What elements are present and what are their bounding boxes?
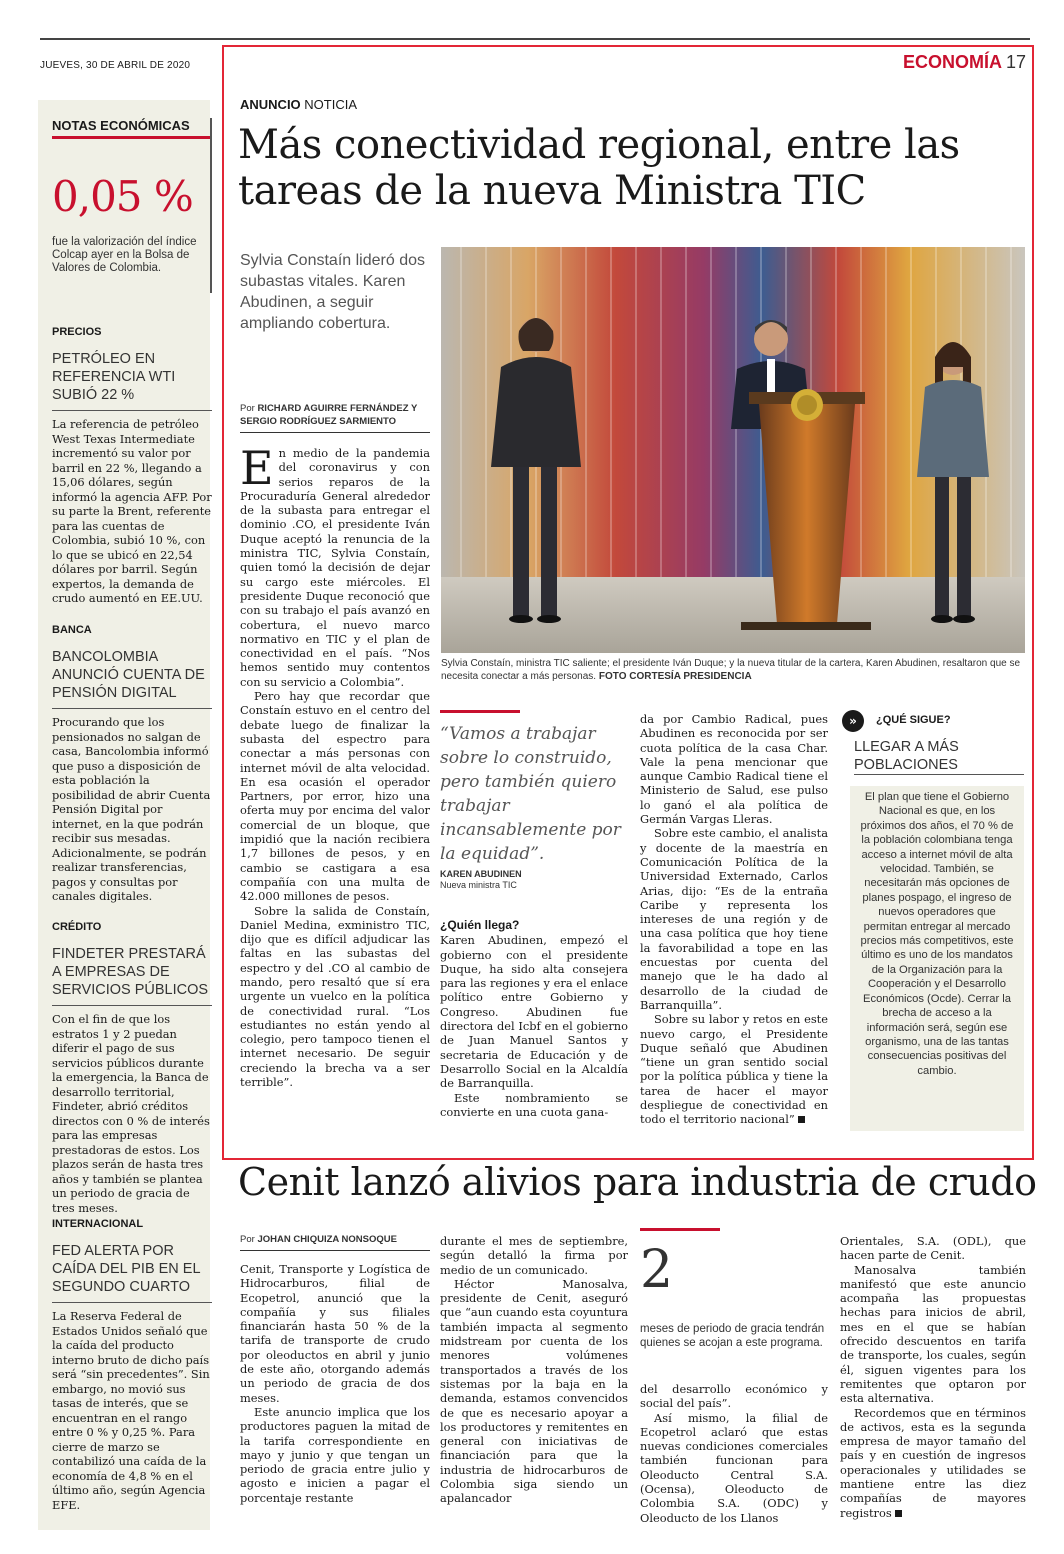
article2-column-3 bbox=[640, 1382, 828, 1525]
paragraph: Sobre la salida de Constaín, Daniel Medina, exministro TIC, dijo que es difícil adjudicar las faltas en las subastas del espectro y del .CO al cambio de mando, pero resaltó que sí era urgente un vuelco en la política de conectividad rural. “Los estudiantes no están yendo al colegio, pero tampoco tienen el internet necesario. De seguir creciendo la brecha va a ser terrible”. bbox=[240, 903, 430, 1090]
sidebar-item-kicker: CRÉDITO bbox=[52, 921, 102, 933]
end-mark bbox=[798, 1116, 805, 1123]
press-photo bbox=[441, 247, 1025, 653]
article-kicker bbox=[240, 97, 357, 112]
photo-credit: FOTO CORTESÍA PRESIDENCIA bbox=[598, 671, 752, 682]
article-deck: Sylvia Constaín lideró dos subastas vitales. Karen Abudinen, a seguir ampliando cobertura. bbox=[240, 252, 425, 332]
sidebar-item-kicker: BANCA bbox=[52, 624, 92, 636]
article-byline bbox=[240, 402, 430, 428]
sidebar-item-headline: PETRÓLEO EN REFERENCIA WTI SUBIÓ 22 % bbox=[52, 351, 176, 403]
sidebar-item-body: Procurando que los pensionados no salgan de casa, Bancolombia informó que puso a disposición de esta población la posibilidad de abrir Cuenta Pensión Digital por internet, en la que podrán recibir sus mesadas. Adicionalmente, se podrán realizar transferencias, pagos y consultas por canales digitales. bbox=[52, 715, 211, 903]
divider bbox=[52, 708, 212, 709]
double-chevron-icon: » bbox=[842, 710, 864, 732]
sidebar-item-credito bbox=[52, 921, 212, 1215]
issue-date: JUEVES, 30 DE ABRIL DE 2020 bbox=[40, 60, 191, 71]
sidebar-item-internacional bbox=[52, 1218, 212, 1512]
que-sigue-box bbox=[842, 708, 1024, 1133]
byline-author: JOHAN CHIQUIZA NONSOQUE bbox=[257, 1234, 397, 1245]
paragraph: del desarrollo económico y social del país”. bbox=[640, 1382, 828, 1411]
sidebar-item-precios bbox=[52, 326, 212, 606]
drop-cap: E bbox=[240, 441, 274, 495]
sidebar-item-headline: FINDETER PRESTARÁ A EMPRESAS DE SERVICIOS PÚBLICOS bbox=[52, 946, 209, 998]
article-headline: Más conectividad regional, entre las tareas de la nueva Ministra TIC bbox=[238, 122, 960, 214]
sidebar-item-kicker: INTERNACIONAL bbox=[52, 1218, 144, 1230]
paragraph: n medio de la pandemia del coronavirus y con serios reparos de la Procuraduría General alrededor de la subasta para entregar el dominio .CO, el presidente Iván Duque aceptó la renuncia de la ministra TIC, Sylvia Constaín, quien tomó la decisión de dejar su cargo este miércoles. El presidente Duque reconoció que con su trabajo el país avanzó en cobertura, el nuevo marco normativo en TIC y el plan de conectividad en el país. “Nos hemos sentido muy contentos con su servicio a Colombia”. bbox=[240, 446, 430, 689]
top-rule bbox=[40, 38, 1030, 40]
article2-column-1 bbox=[240, 1262, 430, 1505]
article-kicker-bold: ANUNCIO bbox=[240, 97, 301, 112]
sidebar-item-body: Con el fin de que los estratos 1 y 2 puedan diferir el pago de sus servicios públicos durante la emergencia, la Banca de desarrollo territorial, Findeter, abrió créditos directos con 0 % de interés para las empresas prestadoras de estos. Los plazos serán de hasta tres años y también se plantea un periodo de gracia de tres meses. bbox=[52, 1012, 210, 1215]
que-sigue-kicker: ¿QUÉ SIGUE? bbox=[876, 714, 951, 726]
paragraph: Este nombramiento se convierte en una cuota gana- bbox=[440, 1090, 628, 1119]
article-kicker-rest: NOTICIA bbox=[304, 97, 358, 112]
sidebar-item-kicker: PRECIOS bbox=[52, 326, 102, 338]
article-column-2 bbox=[440, 918, 628, 1119]
sidebar-vertical-bar bbox=[210, 118, 212, 293]
paragraph: Así mismo, la filial de Ecopetrol aclaró que estas nuevas condiciones comerciales también funcionan para Oleoducto Central S.A. (Ocensa), Oleoducto de Colombia S.A. (ODC) y Oleoducto de los Llanos bbox=[640, 1410, 828, 1525]
photo-caption bbox=[441, 657, 1025, 683]
quote-attribution bbox=[440, 869, 630, 891]
byline-rule bbox=[240, 1250, 430, 1251]
section-name: ECONOMÍA bbox=[902, 52, 1002, 72]
byline-rule bbox=[240, 432, 430, 433]
sidebar-item-headline: BANCOLOMBIA ANUNCIÓ CUENTA DE PENSIÓN DIGITAL bbox=[52, 649, 205, 701]
paragraph: Sobre este cambio, el analista y docente de la maestría en Comunicación Política de la Universidad Externado, Carlos Arias, dijo: “Es de la entraña Caribe y representa los intereses de una región y de una casa política que hoy tiene la favorabilidad a tope en las encuestas por cuenta del manejo que le ha dado al desarrollo de la ciudad de Barranquilla”. bbox=[640, 826, 828, 1012]
paragraph: Héctor Manosalva, presidente de Cenit, aseguró que “aun cuando esta coyuntura también impacta al segmento midstream por cuenta de los menores volúmenes transportados a través de los sistemas por la baja en la demanda, estamos convencidos de que es necesario apoyar a los productores y remitentes en general con iniciativas de financiación para que la industria de hidrocarburos de Colombia siga siendo un apalancador bbox=[440, 1276, 628, 1506]
article-subhead: ¿Quién llega? bbox=[440, 918, 520, 932]
que-sigue-body: El plan que tiene el Gobierno Nacional es que, en los próximos dos años, el 70 % de la población colombiana tenga acceso a internet móvil de alta velocidad. También, se necesitarán más opciones de planes pospago, el ingreso de nuevos operadores que permitan entregar al mercado precios más competitivos, este último es uno de los mandatos de la Organización para la Cooperación y el Desarrollo Económicos (Ocde). Cerrar la brecha de acceso a la información será, según ese organismo, una de las tantas consecuencias positivas del cambio. bbox=[850, 786, 1024, 1131]
sidebar-title-rule bbox=[52, 136, 210, 139]
article-column-1 bbox=[240, 441, 430, 1090]
paragraph: Pero hay que recordar que Constaín estuvo en el centro del debate luego de finalizar la subasta del espectro para conectar a más personas con internet móvil de alta velocidad. En esa ocasión el operador Partners, por error, hizo una oferta muy por encima del valor comercial de un bloque, que impidió que la nación recibiera 1,7 billones de pesos, y en cambio se castigara a esa compañía con una multa de 42.000 millones de pesos. bbox=[240, 689, 430, 904]
paragraph: Recordemos que en términos de activos, esta es la segunda empresa de mayor tamaño del país y en cuestión de ingresos operacionales y utilidades se mantiene entre las diez compañías de mayores registros bbox=[840, 1405, 1026, 1520]
paragraph: Manosalva también manifestó que este anuncio acompaña las propuestas hechas para inicios de abril, mes en el que se habían ofrecido descuentos en tarifa de transporte, los cuales, según él, siguen vigentes para los remitentes que optaron por esta alternativa. bbox=[840, 1262, 1026, 1406]
sidebar-item-body: La referencia de petróleo West Texas Intermediate incrementó su valor por barril en 22 %, llegando a 15,06 dólares, según informó la agencia AFP. Por su parte la Brent, referente para las cuentas de Colombia, subió 10 %, con lo que se ubicó en 22,54 dólares por barril. Según expertos, la demanda de crudo aumentó en EE.UU. bbox=[52, 417, 212, 605]
end-mark bbox=[895, 1510, 902, 1517]
stat-number: 2 bbox=[640, 1240, 674, 1300]
photo-caption-text: Sylvia Constaín, ministra TIC saliente; el presidente Iván Duque; y la nueva titular de la cartera, Karen Abudinen, resaltaron que se necesita conectar a más personas. bbox=[441, 658, 1021, 682]
highlight-value: 0,05 % bbox=[52, 172, 193, 221]
sidebar-title: NOTAS ECONÓMICAS bbox=[52, 118, 190, 133]
paragraph: Orientales, S.A. (ODL), que hacen parte de Cenit. bbox=[840, 1234, 1026, 1263]
article2-column-4 bbox=[840, 1234, 1026, 1520]
page-number: 17 bbox=[1005, 52, 1026, 72]
stat-caption: meses de periodo de gracia tendrán quienes se acojan a este programa. bbox=[640, 1323, 825, 1349]
article2-headline: Cenit lanzó alivios para industria de crudo bbox=[238, 1160, 1037, 1204]
byline-authors: RICHARD AGUIRRE FERNÁNDEZ Y SERGIO RODRÍGUEZ SARMIENTO bbox=[240, 403, 418, 427]
stat-rule bbox=[640, 1228, 720, 1231]
quote-author: KAREN ABUDINEN bbox=[440, 869, 522, 879]
article-column-3 bbox=[640, 712, 828, 1127]
que-sigue-headline: LLEGAR A MÁS POBLACIONES bbox=[854, 739, 959, 773]
quote-role: Nueva ministra TIC bbox=[440, 880, 517, 890]
divider bbox=[52, 1005, 212, 1006]
article2-byline bbox=[240, 1234, 430, 1245]
paragraph: durante el mes de septiembre, según detalló la firma por medio de un comunicado. bbox=[440, 1234, 628, 1277]
sidebar-item-headline: FED ALERTA POR CAÍDA DEL PIB EN EL SEGUNDO CUARTO bbox=[52, 1243, 201, 1295]
notas-economicas-sidebar bbox=[38, 100, 210, 1530]
quote-rule bbox=[440, 710, 520, 713]
divider bbox=[854, 774, 1024, 775]
paragraph: da por Cambio Radical, pues Abudinen es reconocida por ser cuota política de la casa Char. Vale la pena mencionar que aunque Cambio Radical tiene el Ministerio de Salud, ese pulso lo ganó el ala política de Germán Vargas Lleras. bbox=[640, 712, 828, 827]
divider bbox=[52, 1302, 212, 1303]
article2-column-2 bbox=[440, 1234, 628, 1506]
paragraph: Sobre su labor y retos en este nuevo cargo, el Presidente Duque señaló que Abudinen “tiene un gran sentido social por la política pública y tiene la tarea de hacer el mayor despliegue de conectividad en todo el territorio nacional” bbox=[640, 1012, 828, 1127]
byline-prefix: Por bbox=[240, 403, 255, 414]
sidebar-item-banca bbox=[52, 624, 212, 904]
pull-quote: “Vamos a trabajar sobre lo construido, pero también quiero trabajar incansablemente por la equidad”. bbox=[440, 724, 621, 864]
highlight-caption: fue la valorización del índice Colcap ayer en la Bolsa de Valores de Colombia. bbox=[52, 236, 197, 274]
paragraph: Cenit, Transporte y Logística de Hidrocarburos, filial de Ecopetrol, anunció que la compañía y sus filiales financiarán hasta 50 % de la tarifa de transporte de crudo por oleoductos en abril y junio de este año, otorgando además un periodo de gracia de dos meses. bbox=[240, 1262, 430, 1405]
divider bbox=[52, 410, 212, 411]
byline-prefix: Por bbox=[240, 1234, 255, 1245]
paragraph: Este anuncio implica que los productores paguen la mitad de la tarifa correspondiente en mayo y junio y que tengan un periodo de gracia entre julio y agosto e inicien a pagar el porcentaje restante bbox=[240, 1404, 430, 1505]
sidebar-item-body: La Reserva Federal de Estados Unidos señaló que la caída del producto interno bruto de dicho país será “sin precedentes”. Sin embargo, no movió sus tasas de interés, que se encuentran en el rango entre 0 % y 0,25 %. Para cierre de marzo se contabilizó una caída de la economía de 4,8 % en el último año, según Agencia EFE. bbox=[52, 1309, 210, 1512]
paragraph: Karen Abudinen, empezó el gobierno con el presidente Duque, ha sido alta consejera para las regiones y era el enlace político entre Gobierno y Congreso. Abudinen fue directora del Icbf en el gobierno de Juan Manuel Santos y secretaria de Educación y de Desarrollo Social en la Alcaldía de Barranquilla. bbox=[440, 933, 628, 1091]
